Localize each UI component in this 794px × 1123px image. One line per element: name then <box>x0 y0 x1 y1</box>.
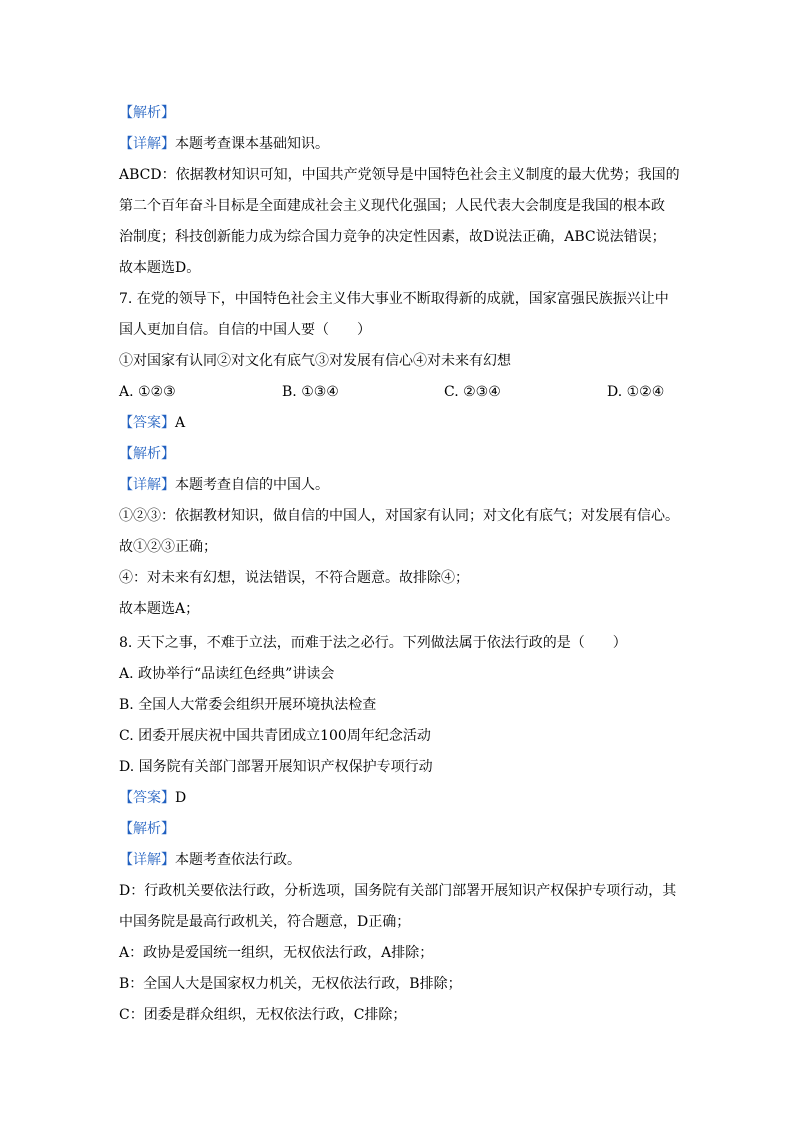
explanation-line: A：政协是爱国统一组织，无权依法行政，A排除； <box>119 945 434 961</box>
explanation-line: 中国务院是最高行政机关，符合题意，D正确； <box>119 914 411 930</box>
explanation-line: 故本题选D。 <box>119 260 201 276</box>
option-a: A. 政协举行“品读红色经典”讲读会 <box>119 666 335 682</box>
detail-line <box>119 475 329 495</box>
answer-tag: 【答案】 <box>119 415 175 431</box>
detail-line <box>119 134 329 154</box>
option-c: C. 团委开展庆祝中国共青团成立100周年纪念活动 <box>119 728 431 744</box>
option-b: B. ①③④ <box>282 384 339 400</box>
detail-tag: 【详解】 <box>119 477 175 493</box>
analysis-tag: 【解析】 <box>119 446 175 462</box>
question-items: ①对国家有认同②对文化有底气③对发展有信心④对未来有幻想 <box>119 353 511 369</box>
answer-line <box>119 413 185 433</box>
explanation-line: ④：对未来有幻想，说法错误，不符合题意。故排除④； <box>119 570 469 586</box>
explanation-line: ABCD：依据教材知识可知，中国共产党领导是中国特色社会主义制度的最大优势；我国的 <box>119 167 680 183</box>
analysis-tag: 【解析】 <box>119 105 175 121</box>
explanation-line: D：行政机关要依法行政，分析选项，国务院有关部门部署开展知识产权保护专项行动，其 <box>119 883 677 899</box>
analysis-tag: 【解析】 <box>119 821 175 837</box>
option-d: D. ①②④ <box>607 384 665 400</box>
detail-line <box>119 850 301 870</box>
question-stem: 国人更加自信。自信的中国人要（ ） <box>119 322 371 338</box>
answer-tag: 【答案】 <box>119 790 175 806</box>
explanation-line: 治制度；科技创新能力成为综合国力竞争的决定性因素，故D说法正确，ABC说法错误； <box>119 229 666 245</box>
explanation-line: 故本题选A； <box>119 601 200 617</box>
detail-text: 本题考查自信的中国人。 <box>175 477 329 493</box>
option-d: D. 国务院有关部门部署开展知识产权保护专项行动 <box>119 759 433 775</box>
explanation-line: ①②③：依据教材知识，做自信的中国人，对国家有认同；对文化有底气；对发展有信心。 <box>119 508 679 524</box>
option-a: A. ①②③ <box>119 384 176 400</box>
explanation-line: C：团委是群众组织，无权依法行政，C排除； <box>119 1007 407 1023</box>
question-stem: 8. 天下之事，不难于立法，而难于法之必行。下列做法属于依法行政的是（ ） <box>119 635 627 651</box>
detail-tag: 【详解】 <box>119 852 175 868</box>
option-c: C. ②③④ <box>444 384 501 400</box>
explanation-line: 第二个百年奋斗目标是全面建成社会主义现代化强国；人民代表大会制度是我国的根本政 <box>119 198 665 214</box>
answer-value: D <box>175 790 187 806</box>
detail-tag: 【详解】 <box>119 136 175 152</box>
detail-text: 本题考查依法行政。 <box>175 852 301 868</box>
answer-line <box>119 788 186 808</box>
explanation-line: B：全国人大是国家权力机关，无权依法行政，B排除； <box>119 976 462 992</box>
answer-value: A <box>175 415 186 431</box>
detail-text: 本题考查课本基础知识。 <box>175 136 329 152</box>
explanation-line: 故①②③正确； <box>119 539 217 555</box>
option-b: B. 全国人大常委会组织开展环境执法检查 <box>119 697 377 713</box>
question-stem: 7. 在党的领导下，中国特色社会主义伟大事业不断取得新的成就，国家富强民族振兴让中 <box>119 291 669 307</box>
